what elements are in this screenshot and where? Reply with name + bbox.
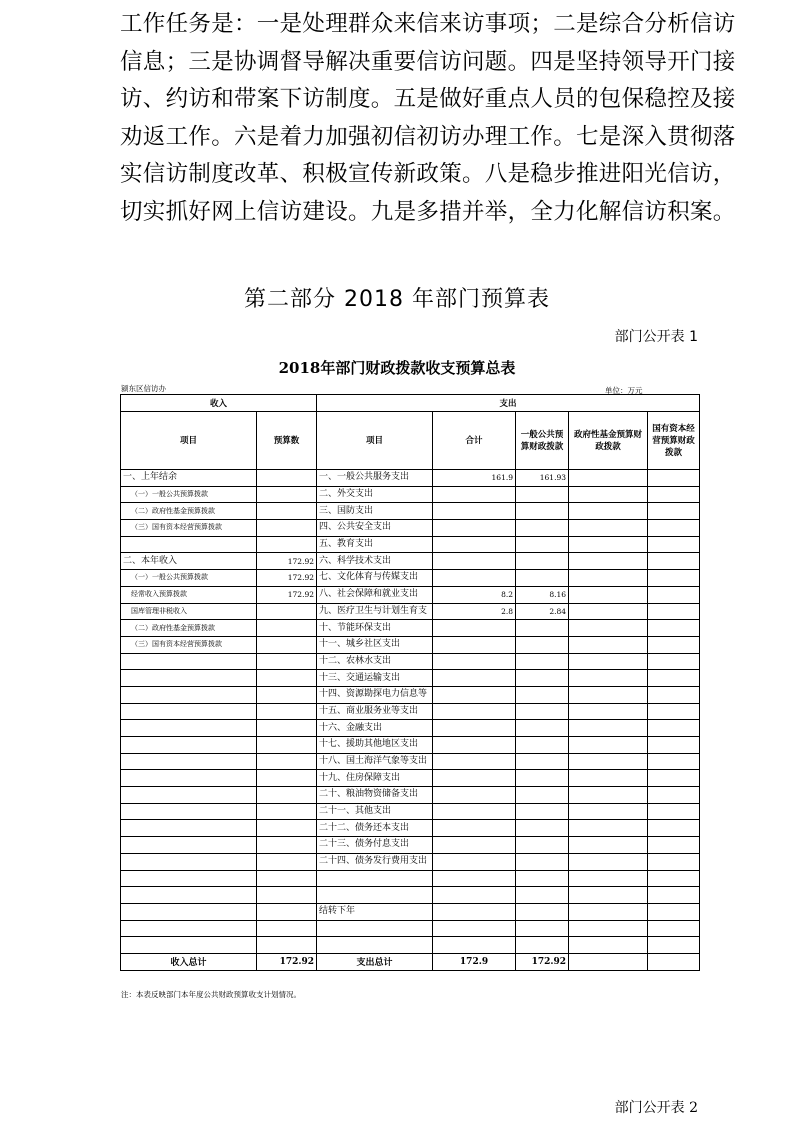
table-row (121, 503, 700, 520)
table-row (121, 853, 700, 870)
expense-item (317, 937, 433, 954)
expense-total (433, 486, 516, 503)
income-item: （三）国有资本经营预算拨款 (121, 520, 257, 537)
expense-total (433, 770, 516, 787)
totals-row (121, 953, 700, 970)
income-item (121, 887, 257, 904)
expense-item: 二十四、债务发行费用支出 (317, 853, 433, 870)
table-row (121, 520, 700, 537)
income-item (121, 737, 257, 754)
general-budget (516, 903, 569, 920)
fund-budget (569, 753, 648, 770)
expense-total (433, 686, 516, 703)
expense-total (433, 570, 516, 587)
income-value (257, 720, 317, 737)
fund-budget (569, 503, 648, 520)
income-value (257, 853, 317, 870)
table-note: 注：本表反映部门本年度公共财政预算收支计划情况。 (121, 990, 301, 999)
expense-item (317, 870, 433, 887)
state-budget (648, 470, 700, 487)
income-item (121, 853, 257, 870)
general-budget (516, 653, 569, 670)
expense-total-value: 172.9 (433, 953, 516, 970)
state-budget (648, 503, 700, 520)
income-value: 172.92 (257, 570, 317, 587)
state-budget (648, 686, 700, 703)
table-row (121, 536, 700, 553)
expense-item: 二十三、债务付息支出 (317, 837, 433, 854)
general-budget (516, 737, 569, 754)
expense-item: 十一、城乡社区支出 (317, 636, 433, 653)
table-row (121, 737, 700, 754)
expense-total: 8.2 (433, 586, 516, 603)
table-row (121, 887, 700, 904)
fund-budget (569, 770, 648, 787)
income-value (257, 820, 317, 837)
state-budget (648, 920, 700, 937)
col-general: 一般公共预算财政拨款 (516, 412, 569, 470)
income-item (121, 937, 257, 954)
income-item (121, 670, 257, 687)
income-item: 国库管理非税收入 (121, 603, 257, 620)
table-row (121, 803, 700, 820)
table-row (121, 470, 700, 487)
state-budget (648, 520, 700, 537)
state-budget (648, 753, 700, 770)
income-value (257, 803, 317, 820)
income-item (121, 703, 257, 720)
fund-budget (569, 603, 648, 620)
income-value (257, 670, 317, 687)
table-title: 2018年部门财政拨款收支预算总表 (278, 359, 516, 377)
income-item (121, 803, 257, 820)
fund-budget (569, 620, 648, 637)
general-budget (516, 553, 569, 570)
table-row (121, 753, 700, 770)
expense-item: 二十二、债务还本支出 (317, 820, 433, 837)
table-row (121, 903, 700, 920)
general-budget (516, 686, 569, 703)
table-row (121, 636, 700, 653)
table-row (121, 620, 700, 637)
expense-total (433, 870, 516, 887)
expense-item: 五、教育支出 (317, 536, 433, 553)
expense-total: 161.9 (433, 470, 516, 487)
state-budget (648, 720, 700, 737)
expense-header: 支出 (317, 395, 700, 412)
general-total-value: 172.92 (516, 953, 569, 970)
expense-total (433, 503, 516, 520)
income-value (257, 903, 317, 920)
expense-total (433, 803, 516, 820)
expense-item: 四、公共安全支出 (317, 520, 433, 537)
expense-total (433, 653, 516, 670)
state-budget (648, 603, 700, 620)
income-item (121, 870, 257, 887)
income-item (121, 903, 257, 920)
table-row (121, 653, 700, 670)
state-budget (648, 553, 700, 570)
expense-item: 十四、资源勘探电力信息等 (317, 686, 433, 703)
general-budget: 2.84 (516, 603, 569, 620)
income-item: 一、上年结余 (121, 470, 257, 487)
general-budget (516, 753, 569, 770)
table-row (121, 920, 700, 937)
col-total: 合计 (433, 412, 516, 470)
state-budget (648, 803, 700, 820)
expense-total (433, 837, 516, 854)
income-value (257, 787, 317, 804)
expense-item: 十八、国土海洋气象等支出 (317, 753, 433, 770)
income-value (257, 837, 317, 854)
income-item (121, 686, 257, 703)
expense-item (317, 920, 433, 937)
expense-total (433, 937, 516, 954)
fund-budget (569, 903, 648, 920)
expense-item: 十二、农林水支出 (317, 653, 433, 670)
general-budget (516, 937, 569, 954)
income-item (121, 920, 257, 937)
income-value (257, 887, 317, 904)
fund-budget (569, 803, 648, 820)
unit-label: 单位：万元 (605, 386, 643, 395)
expense-total (433, 670, 516, 687)
state-budget (648, 820, 700, 837)
expense-item: 八、社会保障和就业支出 (317, 586, 433, 603)
table-tag-1: 部门公开表 1 (614, 329, 698, 345)
general-budget: 8.16 (516, 586, 569, 603)
fund-budget (569, 570, 648, 587)
fund-budget (569, 837, 648, 854)
fund-budget (569, 920, 648, 937)
expense-total: 2.8 (433, 603, 516, 620)
income-value (257, 870, 317, 887)
fund-budget (569, 636, 648, 653)
general-budget (516, 570, 569, 587)
income-value (257, 620, 317, 637)
intro-line: 工作任务是：一是处理群众来信来访事项；二是综合分析信访 (120, 11, 736, 37)
table-row (121, 603, 700, 620)
income-value (257, 937, 317, 954)
expense-item: 六、科学技术支出 (317, 553, 433, 570)
budget-table (120, 394, 700, 971)
table-row (121, 870, 700, 887)
expense-total (433, 536, 516, 553)
state-budget (648, 486, 700, 503)
general-budget: 161.93 (516, 470, 569, 487)
expense-item: 二十、粮油物资储备支出 (317, 787, 433, 804)
fund-budget (569, 703, 648, 720)
table-row (121, 486, 700, 503)
expense-item: 十九、住房保障支出 (317, 770, 433, 787)
fund-budget (569, 470, 648, 487)
fund-budget (569, 737, 648, 754)
general-budget (516, 820, 569, 837)
col-item2: 项目 (317, 412, 433, 470)
income-value: 172.92 (257, 586, 317, 603)
income-value (257, 470, 317, 487)
income-value (257, 653, 317, 670)
expense-item: 九、医疗卫生与计划生育支 (317, 603, 433, 620)
income-value (257, 770, 317, 787)
income-item (121, 720, 257, 737)
income-total-value: 172.92 (257, 953, 317, 970)
state-budget (648, 586, 700, 603)
income-item: 经常收入预算拨款 (121, 586, 257, 603)
expense-total (433, 753, 516, 770)
expense-item: 三、国防支出 (317, 503, 433, 520)
general-budget (516, 837, 569, 854)
state-budget (648, 703, 700, 720)
income-value (257, 520, 317, 537)
state-budget (648, 787, 700, 804)
general-budget (516, 520, 569, 537)
general-budget (516, 703, 569, 720)
income-value (257, 636, 317, 653)
state-total-value (648, 953, 700, 970)
fund-budget (569, 937, 648, 954)
general-budget (516, 620, 569, 637)
state-budget (648, 737, 700, 754)
expense-total (433, 920, 516, 937)
fund-budget (569, 553, 648, 570)
fund-budget (569, 820, 648, 837)
expense-item: 十七、援助其他地区支出 (317, 737, 433, 754)
income-item: （二）政府性基金预算拨款 (121, 503, 257, 520)
state-budget (648, 853, 700, 870)
income-total-label: 收入总计 (121, 953, 257, 970)
expense-total (433, 520, 516, 537)
table-tag-2: 部门公开表 2 (614, 1100, 698, 1116)
expense-total (433, 820, 516, 837)
state-budget (648, 653, 700, 670)
general-budget (516, 770, 569, 787)
income-item: （一）一般公共预算拨款 (121, 570, 257, 587)
state-budget (648, 837, 700, 854)
income-item (121, 787, 257, 804)
state-budget (648, 536, 700, 553)
expense-item: 十六、金融支出 (317, 720, 433, 737)
fund-budget (569, 870, 648, 887)
expense-total (433, 853, 516, 870)
table-row (121, 670, 700, 687)
income-item (121, 820, 257, 837)
income-item (121, 653, 257, 670)
income-item: （一）一般公共预算拨款 (121, 486, 257, 503)
col-budget: 预算数 (257, 412, 317, 470)
general-budget (516, 853, 569, 870)
fund-budget (569, 520, 648, 537)
table-row (121, 720, 700, 737)
table-row (121, 686, 700, 703)
part-title: 第二部分 2018 年部门预算表 (244, 287, 550, 312)
expense-total (433, 787, 516, 804)
fund-total-value (569, 953, 648, 970)
general-budget (516, 920, 569, 937)
expense-total (433, 720, 516, 737)
general-budget (516, 503, 569, 520)
general-budget (516, 887, 569, 904)
table-row (121, 703, 700, 720)
expense-item: 结转下年 (317, 903, 433, 920)
state-budget (648, 937, 700, 954)
table-row (121, 586, 700, 603)
income-item (121, 536, 257, 553)
general-budget (516, 486, 569, 503)
fund-budget (569, 586, 648, 603)
fund-budget (569, 536, 648, 553)
col-fund: 政府性基金预算财政拨款 (569, 412, 648, 470)
general-budget (516, 720, 569, 737)
state-budget (648, 903, 700, 920)
income-item: （三）国有资本经营预算拨款 (121, 636, 257, 653)
state-budget (648, 570, 700, 587)
general-budget (516, 803, 569, 820)
expense-total (433, 636, 516, 653)
expense-item: 十五、商业服务业等支出 (317, 703, 433, 720)
income-item: （二）政府性基金预算拨款 (121, 620, 257, 637)
fund-budget (569, 653, 648, 670)
table-row (121, 937, 700, 954)
fund-budget (569, 670, 648, 687)
general-budget (516, 636, 569, 653)
income-value (257, 503, 317, 520)
income-value (257, 536, 317, 553)
table-row (121, 820, 700, 837)
income-value (257, 920, 317, 937)
fund-budget (569, 486, 648, 503)
general-budget (516, 536, 569, 553)
expense-total (433, 553, 516, 570)
expense-item: 二十一、其他支出 (317, 803, 433, 820)
income-item (121, 770, 257, 787)
expense-item: 一、一般公共服务支出 (317, 470, 433, 487)
expense-total (433, 620, 516, 637)
fund-budget (569, 720, 648, 737)
budget-table-body (121, 470, 700, 954)
expense-item: 七、文化体育与传媒支出 (317, 570, 433, 587)
income-value (257, 753, 317, 770)
income-item (121, 753, 257, 770)
department-name: 颍东区信访办 (121, 384, 166, 393)
expense-item: 十三、交通运输支出 (317, 670, 433, 687)
intro-line: 实信访制度改革、积极宣传新政策。八是稳步推进阳光信访， (120, 161, 736, 187)
income-value (257, 703, 317, 720)
state-budget (648, 670, 700, 687)
table-row (121, 570, 700, 587)
fund-budget (569, 887, 648, 904)
income-value (257, 737, 317, 754)
table-row (121, 837, 700, 854)
expense-total (433, 737, 516, 754)
expense-item (317, 887, 433, 904)
expense-item: 十、节能环保支出 (317, 620, 433, 637)
state-budget (648, 870, 700, 887)
expense-total (433, 887, 516, 904)
fund-budget (569, 787, 648, 804)
state-budget (648, 636, 700, 653)
income-value (257, 686, 317, 703)
intro-text (120, 6, 736, 231)
income-item (121, 837, 257, 854)
income-value (257, 603, 317, 620)
fund-budget (569, 853, 648, 870)
general-budget (516, 787, 569, 804)
expense-total (433, 703, 516, 720)
income-value: 172.92 (257, 553, 317, 570)
general-budget (516, 870, 569, 887)
state-budget (648, 887, 700, 904)
fund-budget (569, 686, 648, 703)
income-item: 二、本年收入 (121, 553, 257, 570)
intro-line: 切实抓好网上信访建设。九是多措并举，全力化解信访积案。 (120, 198, 736, 225)
state-budget (648, 770, 700, 787)
general-budget (516, 670, 569, 687)
table-row (121, 553, 700, 570)
expense-item: 二、外交支出 (317, 486, 433, 503)
table-row (121, 770, 700, 787)
table-row (121, 787, 700, 804)
income-header: 收入 (121, 395, 317, 412)
intro-line: 访、约访和带案下访制度。五是做好重点人员的包保稳控及接 (120, 86, 736, 112)
col-state: 国有资本经营预算财政拨款 (648, 412, 700, 470)
expense-total (433, 903, 516, 920)
intro-line: 劝返工作。六是着力加强初信初访办理工作。七是深入贯彻落 (120, 123, 736, 150)
state-budget (648, 620, 700, 637)
intro-line: 信息；三是协调督导解决重要信访问题。四是坚持领导开门接 (120, 48, 736, 75)
expense-total-label: 支出总计 (317, 953, 433, 970)
income-value (257, 486, 317, 503)
col-item: 项目 (121, 412, 257, 470)
